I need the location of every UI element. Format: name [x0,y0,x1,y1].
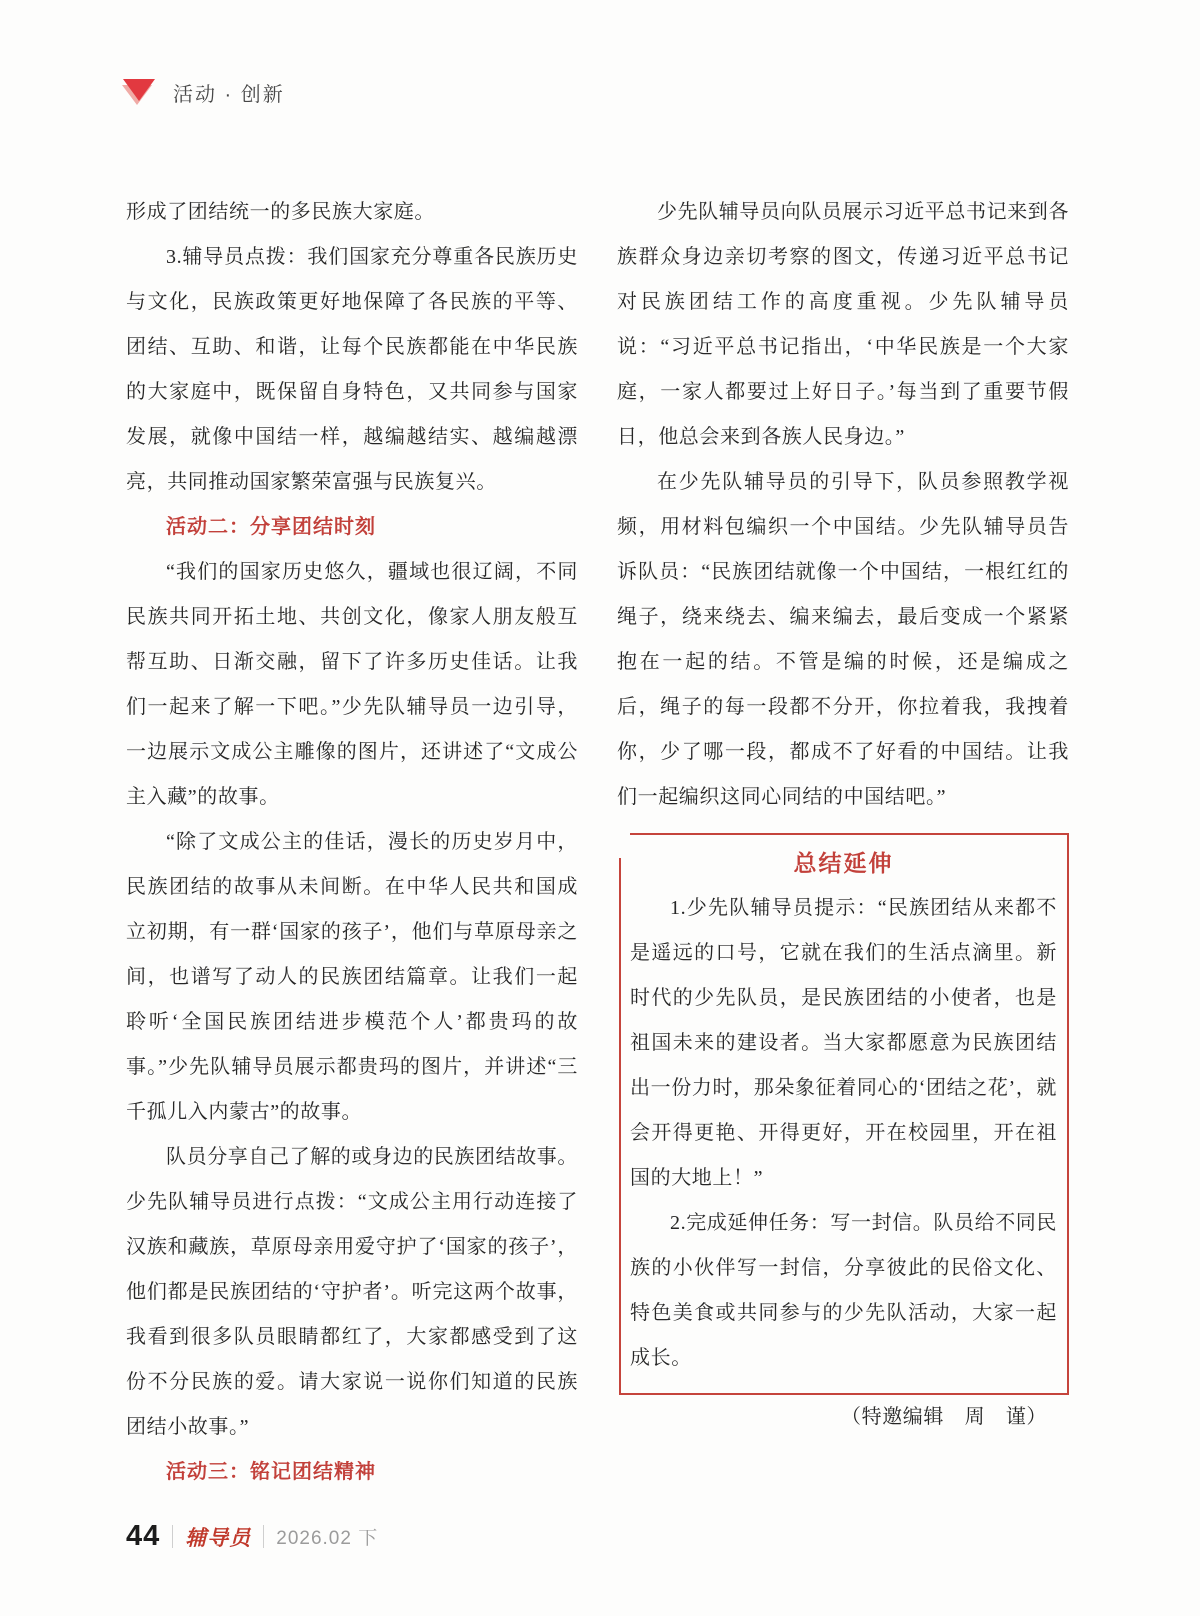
page-number: 44 [126,1520,161,1552]
section-header [122,78,285,107]
left-column [126,190,578,1495]
footer-divider [263,1525,264,1548]
magazine-logo: 辅导员 [185,1524,252,1550]
editor-credit: （特邀编辑 周 谨） [841,1406,1047,1428]
triangle-icon [122,79,158,107]
page-footer [126,1520,378,1553]
summary-box [619,833,1069,1395]
paragraph: 3.辅导员点拨：我们国家充分尊重各民族历史与文化，民族政策更好地保障了各民族的平等、团结、互助、和谐，让每个民族都能在中华民族的大家庭中，既保留自身特色，又共同参与国家发展，就像中国结一样，越编越结实、越编越漂亮，共同推动国家繁荣富强与民族复兴。 [126,246,578,493]
paragraph: 队员分享自己了解的或身边的民族团结故事。少先队辅导员进行点拨：“文成公主用行动连接了汉族和藏族，草原母亲用爱守护了‘国家的孩子’，他们都是民族团结的‘守护者’。听完这两个故事，我看到很多队员眼睛都红了，大家都感受到了这份不分民族的爱。请大家说一说你们知道的民族团结小故事。” [126,1146,578,1438]
paragraph: “我们的国家历史悠久，疆域也很辽阔，不同民族共同开拓土地、共创文化，像家人朋友般互帮互助、日渐交融，留下了许多历史佳话。让我们一起来了解一下吧。”少先队辅导员一边引导，一边展示文成公主雕像的图片，还讲述了“文成公主入藏”的故事。 [126,561,578,808]
summary-box-paragraph: 2.完成延伸任务：写一封信。队员给不同民族的小伙伴写一封信，分享彼此的民俗文化、特色美食或共同参与的少先队活动，大家一起成长。 [630,1212,1057,1369]
paragraph: 在少先队辅导员的引导下，队员参照教学视频，用材料包编织一个中国结。少先队辅导员告诉队员：“民族团结就像一个中国结，一根红红的绳子，绕来绕去、编来编去，最后变成一个紧紧抱在一起的结。不管是编的时候，还是编成之后，绳子的每一段都不分开，你拉着我，我拽着你，少了哪一段，都成不了好看的中国结。让我们一起编织这同心同结的中国结吧。” [617,471,1069,808]
paragraph: “除了文成公主的佳话，漫长的历史岁月中，民族团结的故事从未间断。在中华人民共和国成立初期，有一群‘国家的孩子’，他们与草原母亲之间，也谱写了动人的民族团结篇章。让我们一起聆听‘全国民族团结进步模范个人’都贵玛的故事。”少先队辅导员展示都贵玛的图片，并讲述“三千孤儿入内蒙古”的故事。 [126,831,578,1123]
triangle-main [123,79,155,101]
footer-divider [172,1525,173,1548]
summary-box-paragraph: 1.少先队辅导员提示：“民族团结从来都不是遥远的口号，它就在我们的生活点滴里。新时代的少先队员，是民族团结的小使者，也是祖国未来的建设者。当大家都愿意为民族团结出一份力时，那朵象征着同心的‘团结之花’，就会开得更艳、开得更好，开在校园里，开在祖国的大地上！” [630,897,1057,1189]
section-label: 活动 · 创新 [173,84,285,106]
right-column [617,190,1069,1440]
issue-label: 2026.02 下 [276,1528,379,1549]
activity-heading-2: 活动二：分享团结时刻 [166,516,376,538]
paragraph: 少先队辅导员向队员展示习近平总书记来到各族群众身边亲切考察的图文，传递习近平总书记对民族团结工作的高度重视。少先队辅导员说：“习近平总书记指出，‘中华民族是一个大家庭，一家人都要过上好日子。’每当到了重要节假日，他总会来到各族人民身边。” [617,201,1069,448]
paragraph: 形成了团结统一的多民族大家庭。 [126,201,435,223]
summary-box-title: 总结延伸 [793,850,894,876]
activity-heading-3: 活动三：铭记团结精神 [166,1461,376,1483]
